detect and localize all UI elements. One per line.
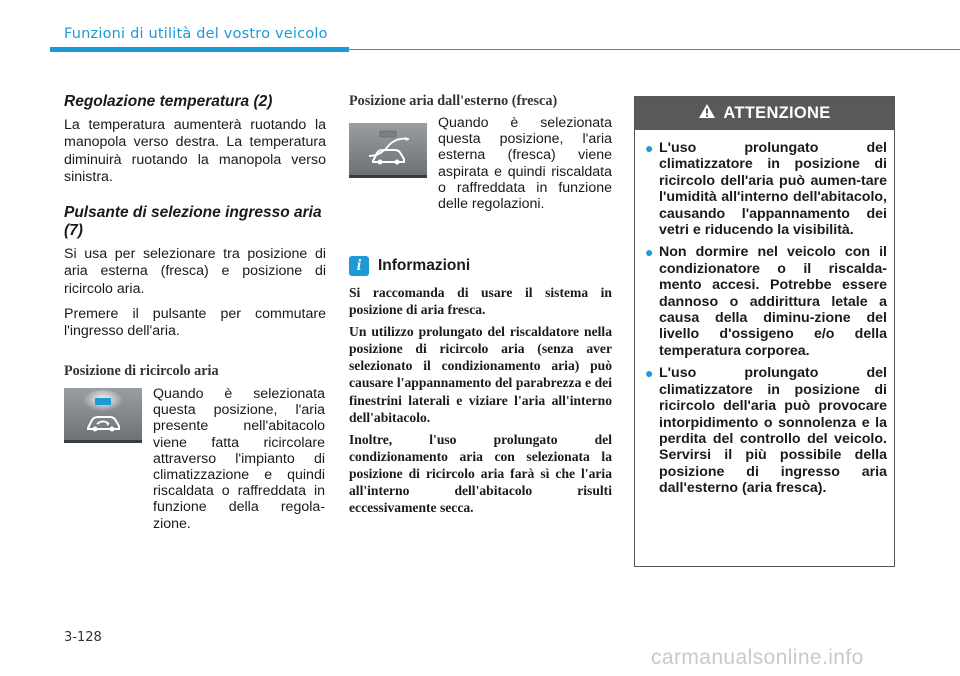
warning-item (641, 140, 887, 238)
warning-box (634, 96, 895, 567)
fresh-heading: Posizione aria dall'esterno (fresca) (349, 93, 558, 109)
fresh-text: Quando è selezionata questa posizione, l'aria esterna (fresca) viene aspirata e quindi riscaldata o raffreddata in funzione delle regolazioni. (438, 115, 612, 213)
bullet-icon: ● (645, 140, 654, 156)
left-column (64, 93, 326, 380)
fresh-heading-wrap (349, 93, 612, 110)
header-accent-bar (50, 47, 349, 52)
info-paragraph-2: Un utilizzo prolungato del riscaldatore nella posizione di ricircolo aria (senza aver selezionato il condizionamento aria) può causare l'appannamento del parabrezza e dei finestrini laterali e viziare l'aria all'interno dell'abitacolo. (349, 324, 612, 425)
warning-item-text: Non dormire nel veicolo con il condizionatore o il riscalda-mento accesi. Potrebbe essere dannoso o addirittura letale a causa della diminu-zione del livello d'ossigeno e/o della temperatura corporea. (659, 244, 887, 359)
intake-heading: Pulsante di selezione ingresso aria (7) (64, 204, 322, 240)
warning-item (641, 244, 887, 359)
fresh-air-icon (349, 123, 427, 175)
fresh-button-image (349, 123, 427, 178)
air-recirculation-icon (64, 388, 142, 440)
temp-heading: Regolazione temperatura (2) (64, 93, 273, 110)
warning-title: ATTENZIONE (723, 104, 831, 122)
warning-header (635, 97, 894, 130)
bullet-icon: ● (645, 244, 654, 261)
warning-list (641, 140, 887, 503)
info-paragraph-3: Inoltre, l'uso prolungato del condizionamento aria con selezionata la posizione di ricircolo aria farà sì che l'aria all'interno dell'abitacolo risulti eccessivamente secca. (349, 431, 612, 516)
info-title: Informazioni (378, 257, 471, 274)
page-number: 3-128 (64, 630, 102, 645)
info-paragraph-1: Si raccomanda di usare il sistema in posizione di aria fresca. (349, 285, 612, 318)
intake-text-2: Premere il pulsante per commutare l'ingresso dell'aria. (64, 306, 326, 340)
warning-item-text: L'uso prolungato del climatizzatore in posizione di ricircolo dell'aria può provocare intorpidimento o sonnolenza e la perdita del controllo del veicolo. Servirsi il più possibile della posizione di ingresso aria dall'esterno (aria fresca). (659, 365, 887, 497)
info-body (349, 284, 612, 521)
watermark: carmanualsonline.info (651, 646, 864, 669)
temp-text: La temperatura aumenterà ruotando la manopola verso destra. La temperatura diminuirà ruotando la manopola verso sinistra. (64, 117, 326, 185)
intake-text-1: Si usa per selezionare tra posizione di aria esterna (fresca) e posizione di ricircolo aria. (64, 246, 326, 297)
warning-item-text: L'uso prolungato del climatizzatore in posizione di ricircolo dell'aria può aumen-tare l'umidità all'interno dell'abitacolo, causando l'appannamento dei vetri e riducendo la visibilità. (659, 140, 887, 239)
section-title: Funzioni di utilità del vostro veicolo (64, 26, 328, 42)
header-rule (349, 49, 960, 50)
warning-item (641, 365, 887, 496)
recirc-text: Quando è selezionata questa posizione, l'aria presente nell'abitacolo viene fatta ricircolare attraverso l'impianto di climatizzazione e quindi riscaldata o raffreddata in funzione della regola-zione. (153, 386, 325, 532)
info-icon: i (349, 256, 369, 276)
recirc-heading: Posizione di ricircolo aria (64, 362, 219, 379)
bullet-icon: ● (645, 365, 654, 382)
warning-triangle-icon (698, 103, 716, 124)
recirc-button-image (64, 388, 142, 443)
info-header (349, 256, 470, 276)
